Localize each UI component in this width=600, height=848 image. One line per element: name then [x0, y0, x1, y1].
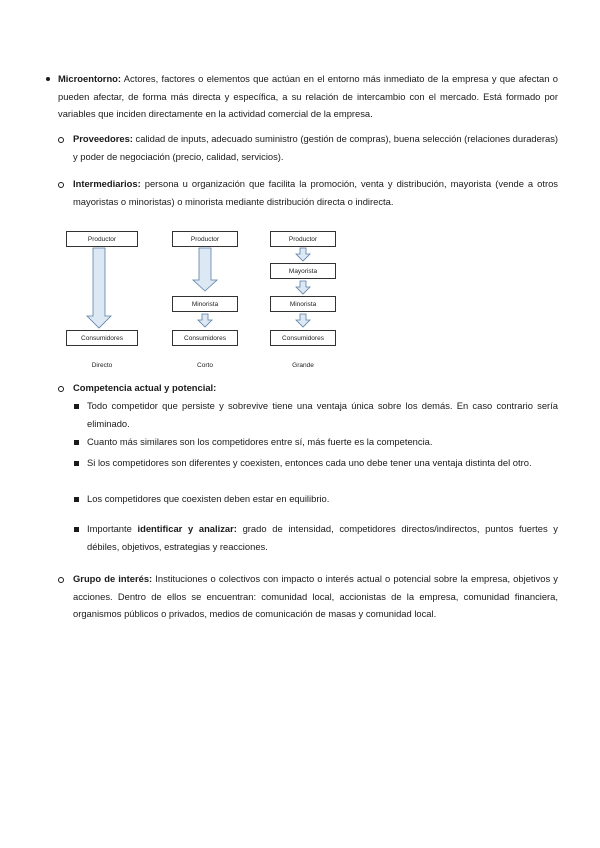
box-directo-productor: Productor [66, 231, 138, 247]
box-grande-consumidores: Consumidores [270, 330, 336, 346]
bullet-circle [58, 137, 64, 143]
grupo-text: Instituciones o colectivos con impacto o interés actual o potencial sobre la empresa, objetivos y acciones. Dentro de ellos se encuentran: comunidad local, accionistas de la empresa, comunidad financiera, organismos públicos o privados, medios de comunicación de masas y comunidad local. [73, 573, 558, 619]
competencia-item-5 [87, 520, 558, 555]
grupo-term: Grupo de interés: [73, 573, 153, 584]
competencia-last-term: identificar y analizar: [137, 523, 237, 534]
distribution-channels-diagram [66, 228, 346, 378]
bullet-square [74, 440, 79, 445]
competencia-last-text: grado de intensidad, competidores directos/indirectos, puntos fuertes y débiles, objetivos, estrategias y reacciones. [87, 523, 558, 552]
microentorno-paragraph [58, 70, 558, 123]
competencia-item-1: Todo competidor que persiste y sobrevive tiene una ventaja única sobre los demás. En caso contrario sería eliminado. [87, 400, 558, 429]
competencia-item-4: Los competidores que coexisten deben estar en equilibrio. [87, 493, 330, 504]
arrow-grande-3 [296, 314, 310, 327]
label-corto: Corto [197, 362, 213, 369]
label-grande: Grande [292, 362, 314, 369]
proveedores-paragraph [73, 130, 558, 165]
arrow-corto-1 [193, 248, 217, 291]
box-corto-consumidores: Consumidores [172, 330, 238, 346]
intermediarios-text: persona u organización que facilita la promoción, venta y distribución, mayorista (vende a otros mayoristas o minoristas) o minorista mediante distribución directa o indirecta. [73, 178, 558, 207]
arrow-directo [87, 248, 111, 328]
proveedores-term: Proveedores: [73, 133, 133, 144]
microentorno-text: Actores, factores o elementos que actúan en el entorno más inmediato de la empresa y que afectan o pueden afectar, de forma más directa y específica, a su relación de intercambio con el mercado. Está formado por variables que inciden directamente en la actividad comercial de la empresa. [58, 73, 558, 119]
box-directo-consumidores: Consumidores [66, 330, 138, 346]
intermediarios-paragraph [73, 175, 558, 210]
grupo-paragraph [73, 570, 558, 623]
bullet-square [74, 497, 79, 502]
bullet-square [74, 461, 79, 466]
bullet-circle [58, 577, 64, 583]
competencia-heading [73, 379, 558, 397]
bullet-circle [58, 182, 64, 188]
competencia-item-3: Si los competidores son diferentes y coexisten, entonces cada uno debe tener una ventaja distinta del otro. [87, 457, 532, 468]
competencia-term: Competencia actual y potencial: [73, 382, 217, 393]
bullet-square [74, 404, 79, 409]
box-grande-minorista: Minorista [270, 296, 336, 312]
proveedores-text: calidad de inputs, adecuado suministro (gestión de compras), buena selección (relaciones duraderas) y poder de negociación (precio, calidad, servicios). [73, 133, 558, 162]
box-corto-productor: Productor [172, 231, 238, 247]
competencia-last-prefix: Importante [87, 523, 138, 534]
bullet-disc [46, 77, 50, 81]
box-grande-productor: Productor [270, 231, 336, 247]
box-corto-minorista: Minorista [172, 296, 238, 312]
arrow-corto-2 [198, 314, 212, 327]
arrow-grande-1 [296, 248, 310, 261]
arrow-grande-2 [296, 281, 310, 294]
bullet-circle [58, 386, 64, 392]
intermediarios-term: Intermediarios: [73, 178, 141, 189]
label-directo: Directo [91, 362, 113, 369]
microentorno-term: Microentorno: [58, 73, 122, 84]
competencia-item-2: Cuanto más similares son los competidores entre sí, más fuerte es la competencia. [87, 436, 433, 447]
bullet-square [74, 527, 79, 532]
box-grande-mayorista: Mayorista [270, 263, 336, 279]
